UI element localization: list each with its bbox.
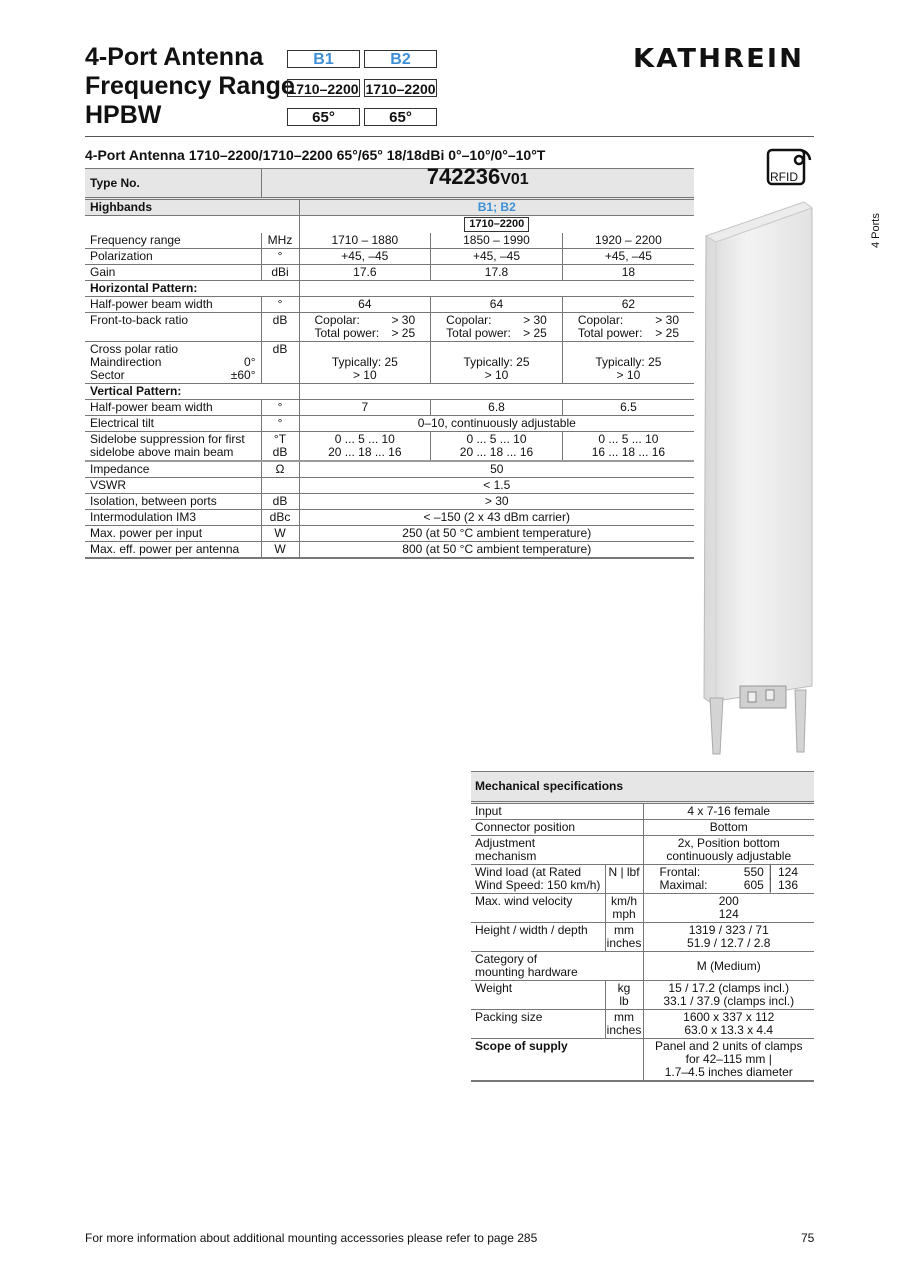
sls-cell [431,432,563,462]
sls-value-1: 0 ... 5 ... 10 [466,432,527,446]
range-box: 1710–2200 [464,217,529,232]
mech-unit: km/h [610,894,637,908]
mech-value: 63.0 x 13.3 x 4.4 [684,1023,774,1037]
mech-value-cell [643,836,814,865]
table-row [85,342,694,384]
hpbw-b1-box: 65° [287,108,360,126]
row-label: Gain [85,265,261,281]
row-label: Intermodulation IM3 [85,510,261,526]
copolar-value: > 30 [391,313,416,327]
row-unit: MHz [261,233,299,249]
type-row [85,169,694,199]
total-power-label: Total power: [577,326,643,340]
mech-value: 1319 / 323 / 71 [688,923,769,937]
side-label-ports: 4 Ports [870,213,882,248]
maximal-n: 605 [743,878,764,892]
mech-label-cell [471,952,643,981]
mech-label-cell [471,836,643,865]
table-row [471,820,814,836]
frontal-lbf: 124 [777,865,798,879]
page-number: 75 [801,1231,815,1245]
table-row [85,233,694,249]
table-row [85,526,694,542]
rfid-label: RFID [770,170,798,184]
wind-load-cell: Frontal: 550 │ 124 Maximal: 605 │ 136 [643,865,814,894]
header-divider [85,136,814,137]
mech-unit: lb [619,994,629,1008]
mech-unit: inches [606,1023,642,1037]
sls-cell [299,432,431,462]
mech-value: Bottom [643,820,814,836]
mech-header-row [471,772,814,803]
mech-label: Packing size [471,1010,605,1039]
row-unit: dBc [261,510,299,526]
mech-value-cell [643,1010,814,1039]
section-horizontal: Horizontal Pattern: [85,281,299,297]
mech-unit: N | lbf [605,865,643,894]
xpol-label: Cross polar ratio [90,342,179,356]
row-value: < 1.5 [299,478,694,494]
row-unit: ° [261,400,299,416]
mech-value: M (Medium) [643,952,814,981]
hpbw-b2-box: 65° [364,108,437,126]
mech-value: 51.9 / 12.7 / 2.8 [687,936,771,950]
xpol-cell [431,342,563,384]
mech-value: 33.1 / 37.9 (clamps incl.) [663,994,795,1008]
table-row [85,542,694,559]
mech-value: 124 [718,907,739,921]
mech-value-cell [643,1039,814,1082]
row-unit: dBi [261,265,299,281]
freq-b1-box: 1710–2200 [288,81,359,97]
mech-value: 2x, Position bottom [677,836,780,850]
table-row [85,461,694,478]
table-row [85,494,694,510]
row-value: 18 [562,265,694,281]
highbands-row [85,199,694,216]
row-value: 7 [299,400,431,416]
row-value: +45, –45 [299,249,431,265]
row-label: Half-power beam width [85,297,261,313]
header-title-product: 4-Port Antenna [85,43,264,71]
table-row [471,981,814,1010]
row-unit: Ω [261,461,299,478]
mech-label: Max. wind velocity [471,894,605,923]
table-row [85,265,694,281]
row-unit: W [261,542,299,559]
table-row [85,510,694,526]
row-value: 6.8 [431,400,563,416]
maximal-lbf: 136 [777,878,798,892]
mech-value-cell [643,894,814,923]
row-label: Max. eff. power per antenna [85,542,261,559]
mech-unit: mm [614,923,634,937]
sls-value-2: 16 ... 18 ... 16 [591,445,666,459]
row-value: 62 [562,297,694,313]
mech-unit-cell [605,894,643,923]
row-value: +45, –45 [562,249,694,265]
sls-unit-cell [261,432,299,462]
row-value: 17.6 [299,265,431,281]
antenna-image [700,198,820,758]
xpol-typ: Typically: 25 [463,355,530,369]
mech-label: Scope of supply [471,1039,643,1082]
frontal-label: Frontal: [659,865,701,879]
row-value: 0–10, continuously adjustable [299,416,694,432]
ftb-cell [431,313,563,342]
table-row [85,313,694,342]
row-value: 64 [299,297,431,313]
row-label: Polarization [85,249,261,265]
row-value: 50 [299,461,694,478]
product-subtitle: 4-Port Antenna 1710–2200/1710–2200 65°/65° 18/18dBi 0°–10°/0°–10°T [85,147,546,163]
row-unit: W [261,526,299,542]
mech-value: continuously adjustable [666,849,792,863]
sls-label-cell [85,432,261,462]
section-row [85,281,694,297]
xpol-main-deg: 0° [244,355,256,369]
type-number-main: 742236 [426,164,501,189]
row-label: VSWR [85,478,261,494]
copolar-label: Copolar: [577,313,624,327]
ftb-cell [299,313,431,342]
total-power-label: Total power: [446,326,511,340]
sls-unit-2: dB [272,445,288,459]
mech-unit: inches [606,936,642,950]
mech-value-cell [643,981,814,1010]
row-value: 1710 – 1880 [299,233,431,249]
type-label: Type No. [85,169,261,199]
table-row [471,803,814,820]
mech-label: Input [471,803,643,820]
mech-label: Height / width / depth [471,923,605,952]
section-vertical: Vertical Pattern: [85,384,299,400]
header-title-hpbw: HPBW [85,101,162,129]
xpol-sector-deg: ±60° [230,368,256,382]
band-b1-box: B1 [287,50,360,68]
xpol-typ: Typically: 25 [331,355,398,369]
row-unit: dB [261,342,299,384]
mech-label: Category of [475,952,538,966]
row-label: Max. power per input [85,526,261,542]
ftb-cell [562,313,694,342]
xpol-sector-value: > 10 [352,368,377,382]
table-row [471,952,814,981]
row-value: +45, –45 [431,249,563,265]
row-label: Half-power beam width [85,400,261,416]
row-unit: ° [261,416,299,432]
copolar-value: > 30 [655,313,679,327]
sls-cell [562,432,694,462]
row-label: Isolation, between ports [85,494,261,510]
mech-value: 200 [718,894,739,908]
mech-label: Wind load (at Rated [475,865,582,879]
row-value: 1850 – 1990 [431,233,563,249]
row-value: 17.8 [431,265,563,281]
total-power-value: > 25 [523,326,547,340]
mech-label: Wind Speed: 150 km/h) [475,878,601,892]
mech-value: Panel and 2 units of clamps [655,1039,803,1053]
xpol-cell [299,342,431,384]
mech-value: 15 / 17.2 (clamps incl.) [668,981,790,995]
mech-title: Mechanical specifications [471,772,814,803]
table-row [85,416,694,432]
section-row [85,384,694,400]
footer-note: For more information about additional mounting accessories please refer to page 285 [85,1231,538,1245]
xpol-typ: Typically: 25 [595,355,662,369]
mech-unit-cell [605,923,643,952]
sls-value-1: 0 ... 5 ... 10 [334,432,395,446]
sls-unit-1: °T [273,432,287,446]
sls-label-2: sidelobe above main beam [90,445,234,459]
header-title-frequency: Frequency Range [85,72,295,100]
mech-unit: kg [617,981,631,995]
total-power-value: > 25 [655,326,679,340]
sls-label-1: Sidelobe suppression for first [90,432,245,446]
mech-label: Weight [471,981,605,1010]
total-power-value: > 25 [391,326,416,340]
highbands-label: Highbands [85,199,299,216]
row-value: 800 (at 50 °C ambient temperature) [299,542,694,559]
table-row [85,297,694,313]
copolar-label: Copolar: [314,313,360,327]
table-row [85,478,694,494]
row-value: 250 (at 50 °C ambient temperature) [299,526,694,542]
copolar-value: > 30 [523,313,547,327]
row-unit: ° [261,249,299,265]
sls-value-1: 0 ... 5 ... 10 [598,432,659,446]
highbands-bands-text: B1; B2 [477,200,516,214]
mech-unit-cell [605,1010,643,1039]
mech-label: mounting hardware [475,965,578,979]
kathrein-logo: KATHREIN [633,44,805,74]
xpol-label-cell [85,342,261,384]
row-unit: ° [261,297,299,313]
row-value: 6.5 [562,400,694,416]
table-row [85,249,694,265]
row-label: Electrical tilt [85,416,261,432]
frontal-n: 550 [743,865,764,879]
type-number [261,164,694,199]
freq-b2-box: 1710–2200 [365,81,436,97]
mech-value: for 42–115 mm | [685,1052,772,1066]
mech-value: 1.7–4.5 inches diameter [664,1065,793,1079]
sls-value-2: 20 ... 18 ... 16 [459,445,534,459]
mech-unit: mph [612,907,636,921]
mech-value: 4 x 7-16 female [643,803,814,820]
type-number-suffix: V01 [500,171,529,188]
xpol-sector-label: Sector [90,368,125,382]
highbands-bands [299,199,694,216]
row-label: Frequency range [85,233,261,249]
row-label: Front-to-back ratio [85,313,261,342]
xpol-sector-value: > 10 [484,368,509,382]
row-value: 64 [431,297,563,313]
row-unit: dB [261,313,299,342]
mech-value: 1600 x 337 x 112 [683,1010,775,1024]
mech-value-cell [643,923,814,952]
sls-value-2: 20 ... 18 ... 16 [328,445,402,459]
xpol-cell [562,342,694,384]
table-row [471,1039,814,1082]
range-row [85,216,694,234]
electrical-spec-table [85,164,694,559]
mech-unit: mm [614,1010,634,1024]
copolar-label: Copolar: [446,313,492,327]
row-value: 1920 – 2200 [562,233,694,249]
row-unit: dB [261,494,299,510]
xpol-sector-value: > 10 [616,368,641,382]
table-row [471,1010,814,1039]
maximal-label: Maximal: [659,878,708,892]
table-row [471,865,814,894]
band-b2-box: B2 [364,50,437,68]
row-label: Impedance [85,461,261,478]
row-value: < –150 (2 x 43 dBm carrier) [299,510,694,526]
mech-label: Connector position [471,820,643,836]
mech-unit-cell [605,981,643,1010]
mech-label: mechanism [475,849,537,863]
table-row [85,400,694,416]
table-row [471,923,814,952]
mech-label-cell [471,865,605,894]
row-value: > 30 [299,494,694,510]
table-row [471,894,814,923]
mech-label: Adjustment [475,836,536,850]
table-row [85,432,694,462]
table-row [471,836,814,865]
mechanical-spec-table [471,771,814,1082]
total-power-label: Total power: [314,326,380,340]
row-unit [261,478,299,494]
xpol-main-label: Maindirection [90,355,162,369]
